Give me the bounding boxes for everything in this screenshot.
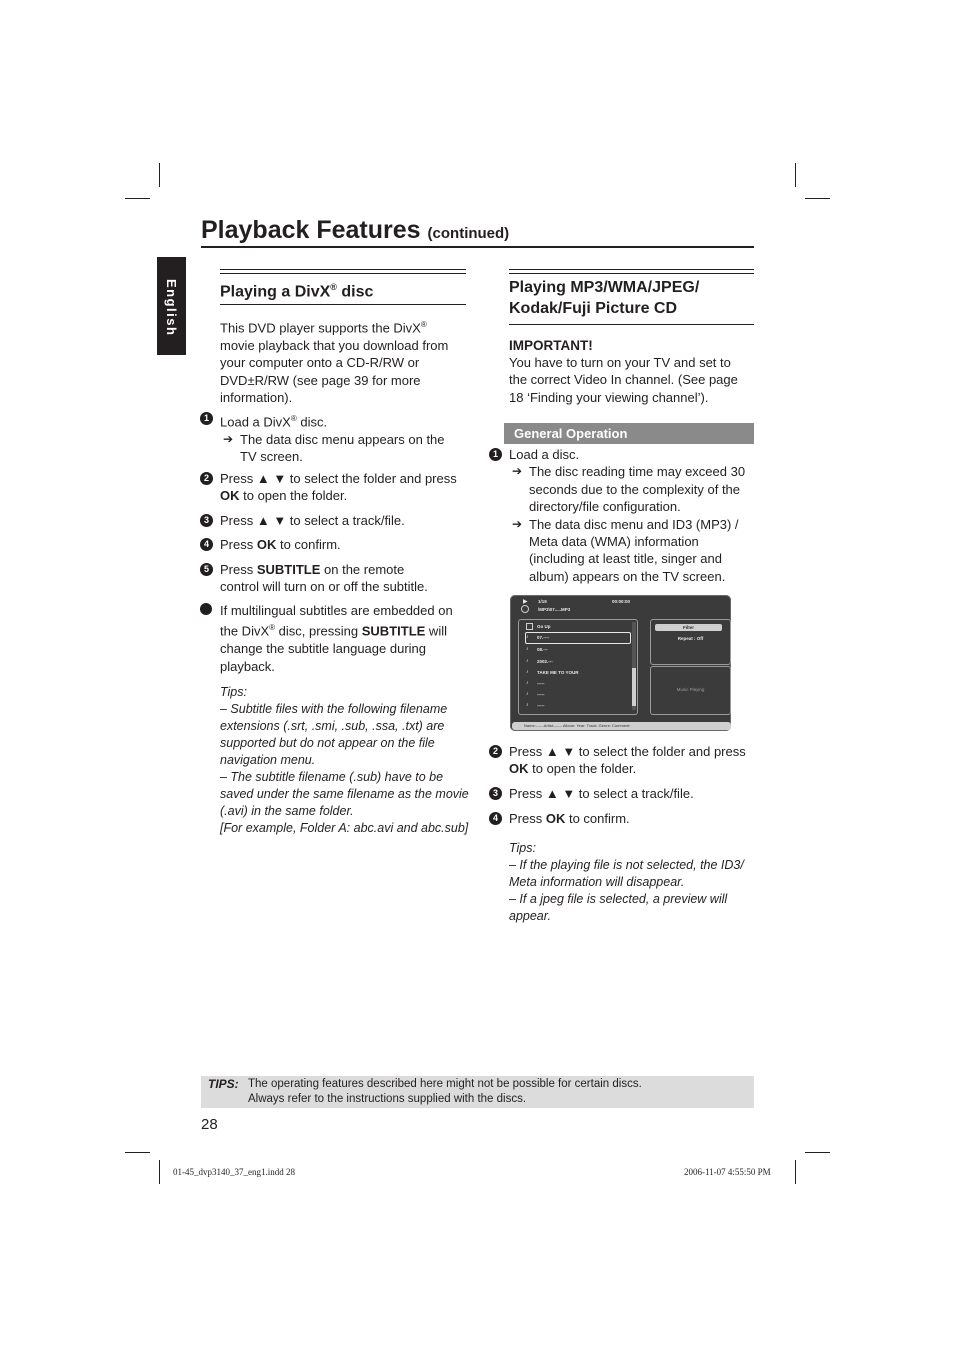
filter-button: Filter bbox=[655, 624, 722, 631]
music-note-icon: ♪ bbox=[526, 646, 529, 652]
footer-date: 2006-11-07 4:55:50 PM bbox=[684, 1167, 771, 1177]
music-note-icon: ♪ bbox=[526, 691, 529, 697]
divx-step-4: Press OK to confirm. bbox=[220, 537, 341, 552]
page-number: 28 bbox=[201, 1116, 218, 1133]
mp3-heading: Playing MP3/WMA/JPEG/ Kodak/Fuji Picture CD bbox=[509, 279, 700, 317]
music-playing-status: Music Playing bbox=[676, 687, 705, 692]
list-item: ----- bbox=[537, 703, 545, 708]
scrollbar-thumb bbox=[632, 668, 636, 706]
step-number: 1 bbox=[200, 412, 213, 425]
file-path: \MP3\07.....MP3 bbox=[538, 607, 571, 612]
general-operation-header: General Operation bbox=[504, 423, 754, 444]
step-number: 2 bbox=[200, 472, 213, 485]
list-item: 2002.--- bbox=[537, 659, 553, 664]
title-rule bbox=[201, 246, 754, 248]
time-readout: 00:00:00 bbox=[612, 599, 631, 604]
list-item: 07.---- bbox=[537, 635, 550, 640]
page-title: Playback Features (continued) bbox=[201, 216, 510, 244]
filter-panel bbox=[650, 619, 731, 665]
crop-mark bbox=[125, 1152, 150, 1153]
mp3-step-3: Press ▲ ▼ to select a track/file. bbox=[509, 786, 694, 801]
crop-mark bbox=[805, 1152, 830, 1153]
tips-text: The operating features described here might not be possible for certain discs. Always refer to the instructions supplied with the discs. bbox=[248, 1078, 642, 1105]
arrow-icon: ➔ bbox=[512, 516, 523, 531]
list-item: TAKE ME TO YOUR bbox=[537, 670, 579, 675]
crop-mark bbox=[125, 198, 150, 199]
tips-label: TIPS: bbox=[208, 1077, 239, 1091]
track-counter: 1/19 bbox=[538, 599, 547, 604]
mp3-tips: Tips: – If the playing file is not selected, the ID3/ Meta information will disappear. – If a jpeg file is selected, a preview will appear. bbox=[509, 841, 744, 923]
step-number: 1 bbox=[489, 448, 502, 461]
important-text: You have to turn on your TV and set to the correct Video In channel. (See page 18 ‘Finding your viewing channel’). bbox=[509, 355, 738, 405]
list-item: 08.--- bbox=[537, 647, 548, 652]
file-list bbox=[518, 619, 638, 715]
music-note-icon: ♪ bbox=[526, 702, 529, 708]
bullet-icon bbox=[200, 603, 212, 615]
arrow-icon: ➔ bbox=[512, 464, 523, 479]
divx-intro: This DVD player supports the DivX® movie playback that you download from your computer onto a CD-R/RW or DVD±R/RW (see page 39 for more information). bbox=[220, 320, 449, 405]
step-number: 4 bbox=[489, 812, 502, 825]
data-disc-menu-screenshot bbox=[510, 595, 731, 731]
divx-step-1: Load a DivX® disc. ➔ The data disc menu appears on the TV screen. bbox=[220, 414, 445, 465]
music-note-icon: ♪ bbox=[526, 680, 529, 686]
folder-icon bbox=[526, 623, 533, 630]
divx-tips: Tips: – Subtitle files with the following filename extensions (.srt, .smi, .sub, .ssa, .txt) are supported but do not appear on the file navigation menu. – The subtitle filename (.sub) have to be saved under the same filename as the movie (.avi) in the same folder. [For example, Folder A: abc.avi and abc.sub] bbox=[220, 685, 469, 835]
play-icon: ▶ bbox=[523, 599, 528, 605]
divx-heading: Playing a DivX® disc bbox=[220, 282, 374, 301]
mp3-step-1: Load a disc. ➔ The disc reading time may exceed 30 seconds due to the complexity of the directory/file configuration. ➔ The data disc menu and ID3 (MP3) / Meta data (WMA) information (including at least title, singer and album) appears on the TV screen. bbox=[509, 447, 746, 584]
music-note-icon: ♪ bbox=[526, 634, 529, 640]
important-label: IMPORTANT! bbox=[509, 338, 593, 353]
list-item: ----- bbox=[537, 681, 545, 686]
id3-info-bar: Name:------Artist:------ Album: Year: Track: Genre: Comment: bbox=[512, 722, 731, 730]
mp3-step-4: Press OK to confirm. bbox=[509, 811, 630, 826]
step-number: 4 bbox=[200, 538, 213, 551]
section-rule bbox=[509, 324, 754, 325]
language-tab: English bbox=[157, 257, 186, 355]
section-rule bbox=[509, 269, 754, 274]
divx-step-5: Press SUBTITLE on the remote control will turn on or off the subtitle. bbox=[220, 562, 428, 595]
step-number: 3 bbox=[489, 787, 502, 800]
page-title-suffix: (continued) bbox=[427, 225, 510, 242]
step-number: 2 bbox=[489, 745, 502, 758]
step-number: 5 bbox=[200, 563, 213, 576]
crop-mark bbox=[795, 163, 796, 187]
list-item: ----- bbox=[537, 692, 545, 697]
music-note-icon: ♪ bbox=[526, 658, 529, 664]
crop-mark bbox=[159, 1160, 160, 1184]
section-rule bbox=[220, 304, 466, 305]
section-rule bbox=[220, 269, 466, 274]
status-panel bbox=[650, 666, 731, 715]
footer-filename: 01-45_dvp3140_37_eng1.indd 28 bbox=[173, 1167, 295, 1177]
repeat-status: Repeat : Off bbox=[677, 636, 704, 641]
step-number: 3 bbox=[200, 514, 213, 527]
mp3-step-2: Press ▲ ▼ to select the folder and press OK to open the folder. bbox=[509, 744, 746, 777]
crop-mark bbox=[795, 1160, 796, 1184]
crop-mark bbox=[159, 163, 160, 187]
disc-icon bbox=[521, 605, 529, 613]
divx-bullet: If multilingual subtitles are embedded on the DivX® disc, pressing SUBTITLE will change the subtitle language during playback. bbox=[220, 603, 453, 674]
divx-step-2: Press ▲ ▼ to select the folder and press OK to open the folder. bbox=[220, 471, 457, 504]
divx-step-3: Press ▲ ▼ to select a track/file. bbox=[220, 513, 405, 528]
arrow-icon: ➔ bbox=[223, 431, 234, 446]
crop-mark bbox=[805, 198, 830, 199]
list-item: Go Up bbox=[537, 624, 551, 629]
music-note-icon: ♪ bbox=[526, 669, 529, 675]
